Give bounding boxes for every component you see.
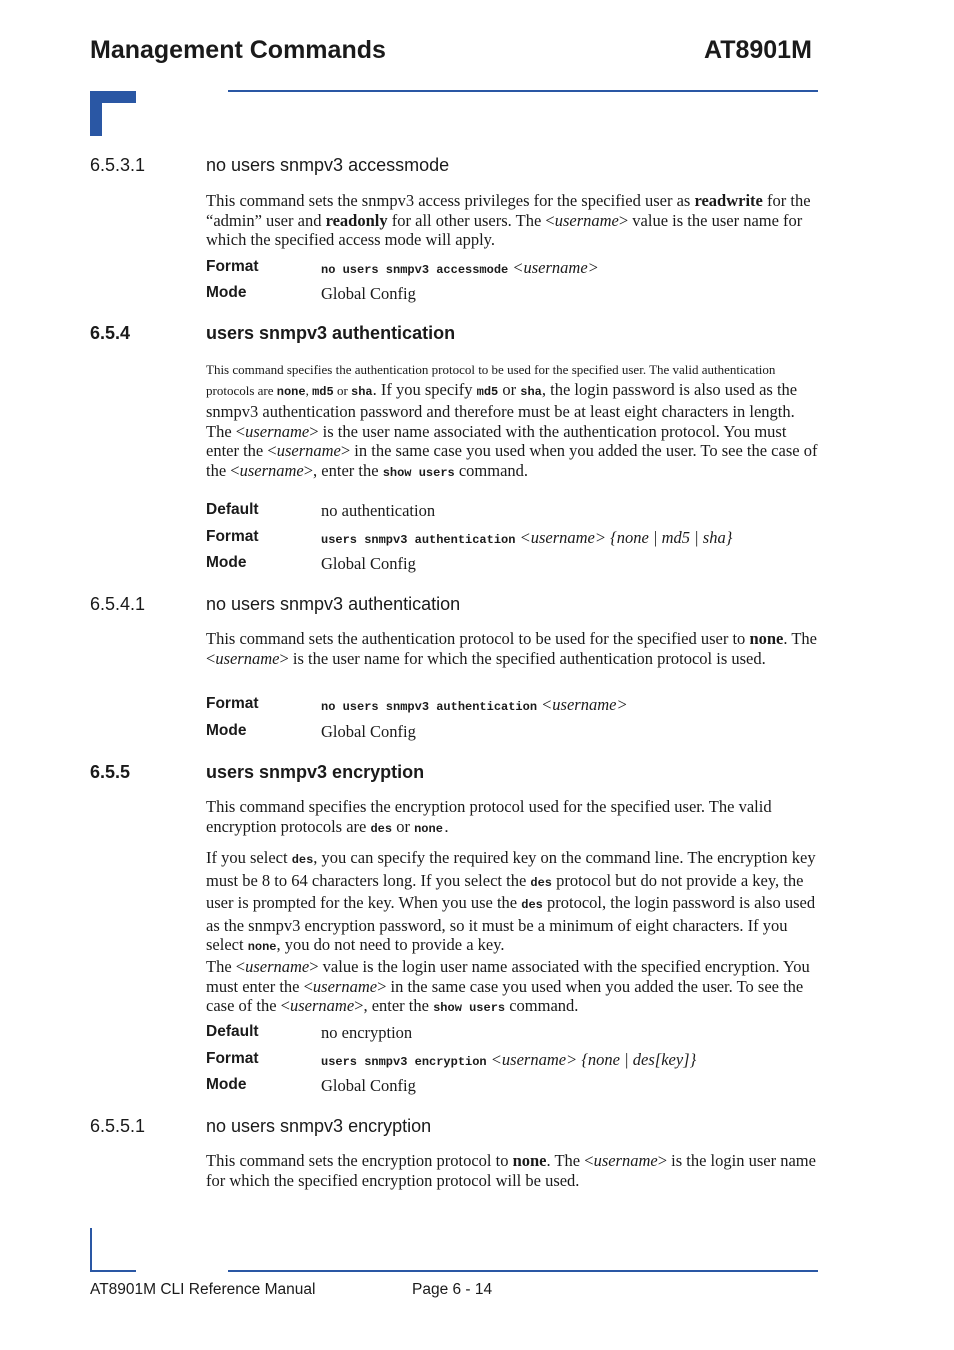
footer-rule [228, 1270, 818, 1272]
mode-row [206, 722, 818, 744]
default-row [206, 1023, 818, 1045]
property-label: Mode [206, 554, 247, 571]
default-row [206, 501, 818, 523]
paragraph: The <username> value is the login user name associated with the specified encryption. You must enter the <username> in the same case you used when you added the user. To see the case of the <username>, enter the show users command. [206, 957, 810, 1015]
footer-page-number: Page 6 - 14 [412, 1281, 493, 1298]
footer-manual-title: AT8901M CLI Reference Manual [90, 1281, 316, 1298]
format-row [206, 258, 818, 280]
section-title: no users snmpv3 accessmode [206, 155, 450, 175]
section-title: no users snmpv3 authentication [206, 594, 461, 614]
property-value: no authentication [321, 501, 436, 520]
property-value: no encryption [321, 1023, 413, 1042]
property-value: no users snmpv3 authentication <username> [321, 695, 628, 714]
property-label: Format [206, 528, 259, 545]
property-label: Default [206, 1023, 259, 1040]
section-number: 6.5.4 [90, 323, 131, 343]
section-number: 6.5.4.1 [90, 594, 146, 614]
paragraph: This command specifies the encryption protocol used for the specified user. The valid encryption protocols are des or none. [206, 797, 772, 836]
section-number: 6.5.5 [90, 762, 131, 782]
property-value: Global Config [321, 284, 416, 303]
property-value: no users snmpv3 accessmode <username> [321, 258, 599, 277]
section-number: 6.5.3.1 [90, 155, 146, 175]
mode-row [206, 1076, 818, 1098]
property-value: Global Config [321, 554, 416, 573]
section-number: 6.5.5.1 [90, 1116, 146, 1136]
paragraph: This command sets the snmpv3 access privileges for the specified user as readwrite for the “admin” user and readonly for all other users. The <username> value is the user name for which the specified access mode will apply. [206, 191, 811, 249]
paragraph: This command specifies the authentication protocol to be used for the specified user. The valid authentication protocols are none, md5 or sha. If you specify md5 or sha, the login password is also used as the snmpv3 authentication password and therefore must be at least eight characters in length. The <username> is the user name associated with the authentication protocol. You must enter the <username> in the same case you used when you added the user. To see the case of the <username>, enter the show users command. [206, 362, 818, 480]
property-value: Global Config [321, 1076, 416, 1095]
property-label: Mode [206, 722, 247, 739]
format-row [206, 695, 818, 717]
property-label: Format [206, 1050, 259, 1067]
paragraph: This command sets the encryption protocol to none. The <username> is the login user name for which the specified encryption protocol will be used. [206, 1151, 816, 1190]
section-title: no users snmpv3 encryption [206, 1116, 432, 1136]
header-rule [228, 90, 818, 92]
format-row [206, 1050, 818, 1072]
property-label: Format [206, 695, 259, 712]
header-title: Management Commands [90, 36, 386, 64]
property-value: users snmpv3 encryption <username> {none | des[key]} [321, 1050, 697, 1069]
property-value: Global Config [321, 722, 416, 741]
section-title: users snmpv3 authentication [206, 323, 456, 343]
property-label: Default [206, 501, 259, 518]
paragraph: This command sets the authentication protocol to be used for the specified user to none. The <username> is the user name for which the specified authentication protocol is used. [206, 629, 817, 668]
property-label: Format [206, 258, 259, 275]
header-product: AT8901M [704, 36, 812, 64]
paragraph: If you select des, you can specify the required key on the command line. The encryption key must be 8 to 64 characters long. If you select the des protocol but do not provide a key, the user is prompted for the key. When you use the des protocol, the login password is also used as the snmpv3 encryption password, so it must be a minimum of eight characters. If you select none, you do not need to provide a key. [206, 848, 816, 954]
mode-row [206, 554, 818, 576]
property-label: Mode [206, 1076, 247, 1093]
section-title: users snmpv3 encryption [206, 762, 425, 782]
mode-row [206, 284, 818, 306]
property-value: users snmpv3 authentication <username> {none | md5 | sha} [321, 528, 733, 547]
property-label: Mode [206, 284, 247, 301]
format-row [206, 528, 818, 550]
